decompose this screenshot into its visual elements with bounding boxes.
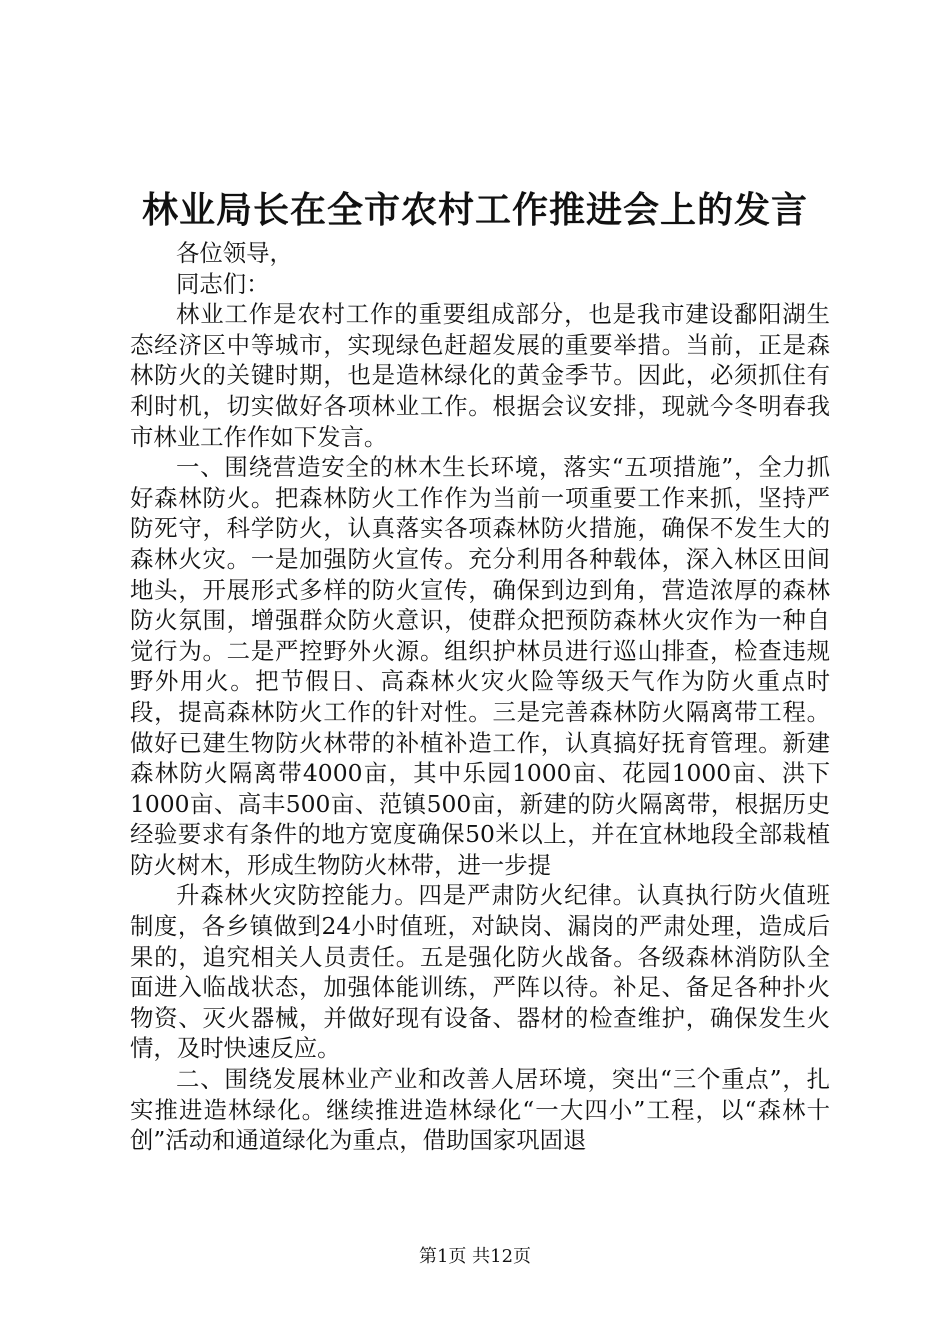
paragraph-fire-prevention: 一、围绕营造安全的林木生长环境，落实“五项措施”，全力抓好森林防火。把森林防火工作作为当前一项重要工作来抓，坚持严防死守，科学防火，认真落实各项森林防火措施，确保不发生大的森林火灾。一是加强防火宣传。充分利用各种载体，深入林区田间地头，开展形式多样的防火宣传，确保到边到角，营造浓厚的森林防火氛围，增强群众防火意识，使群众把预防森林火灾作为一种自觉行为。二是严控野外火源。组织护林员进行巡山排查，检查违规野外用火。把节假日、高森林火灾火险等级天气作为防火重点时段，提高森林防火工作的针对性。三是完善森林防火隔离带工程。做好已建生物防火林带的补植补造工作，认真搞好抚育管理。新建森林防火隔离带4000亩，其中乐园1000亩、花园1000亩、洪下1000亩、高丰500亩、范镇500亩，新建的防火隔离带，根据历史经验要求有条件的地方宽度确保50米以上，并在宜林地段全部栽植防火树木，形成生物防火林带，进一步提 bbox=[130, 453, 830, 879]
paragraph-fire-prevention-continued: 升森林火灾防控能力。四是严肃防火纪律。认真执行防火值班制度，各乡镇做到24小时值班，对缺岗、漏岗的严肃处理，造成后果的，追究相关人员责任。五是强化防火战备。各级森林消防队全面进入临战状态，加强体能训练，严阵以待。补足、备足各种扑火物资、灭火器械，并做好现有设备、器材的检查维护，确保发生火情，及时快速反应。 bbox=[130, 881, 830, 1063]
salutation-comrades: 同志们： bbox=[176, 269, 270, 298]
page-number: 第1页 共12页 bbox=[418, 1246, 532, 1267]
document-body bbox=[130, 238, 830, 1156]
document-title: 林业局长在全市农村工作推进会上的发言 bbox=[141, 189, 808, 231]
paragraph-afforestation: 二、围绕发展林业产业和改善人居环境，突出“三个重点”，扎实推进造林绿化。继续推进造林绿化“一大四小”工程，以“森林十创”活动和通道绿化为重点，借助国家巩固退 bbox=[130, 1065, 830, 1155]
paragraph-intro: 林业工作是农村工作的重要组成部分，也是我市建设鄱阳湖生态经济区中等城市，实现绿色赶超发展的重要举措。当前，正是森林防火的关键时期，也是造林绿化的黄金季节。因此，必须抓住有利时机，切实做好各项林业工作。根据会议安排，现就今冬明春我市林业工作作如下发言。 bbox=[130, 300, 830, 451]
salutation-leaders: 各位领导， bbox=[176, 239, 293, 267]
